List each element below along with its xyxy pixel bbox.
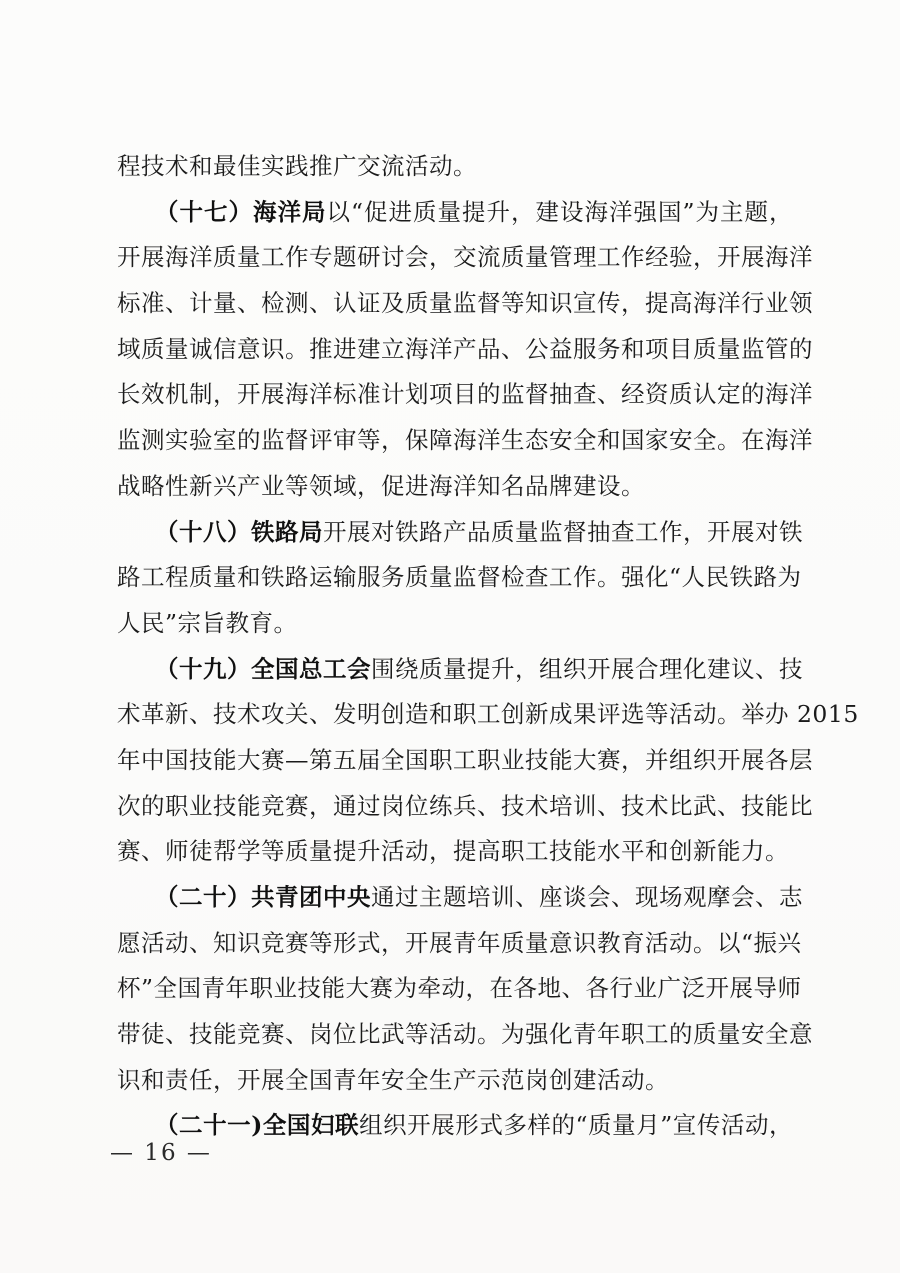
text-line <box>117 510 803 556</box>
text-line <box>117 1058 793 1104</box>
text-line <box>117 464 793 510</box>
page-number: — 16 — <box>110 1140 212 1166</box>
line-text: 开展海洋质量工作专题研讨会，交流质量管理工作经验，开展海洋 <box>117 243 813 272</box>
line-text: 围绕质量提升，组织开展合理化建议、技 <box>371 654 803 683</box>
line-text: 标准、计量、检测、认证及质量监督等知识宣传，提高海洋行业领 <box>117 289 813 318</box>
text-line <box>117 647 803 693</box>
paragraph-lead: （十七）海洋局 <box>155 197 327 226</box>
line-text: 开展对铁路产品质量监督抽查工作，开展对铁 <box>323 517 803 546</box>
line-text: 赛、师徒帮学等质量提升活动，提高职工技能水平和创新能力。 <box>117 837 789 866</box>
text-line <box>117 738 813 784</box>
text-line <box>117 875 803 921</box>
text-line <box>117 281 813 327</box>
text-line <box>117 921 802 967</box>
text-line <box>117 1103 793 1149</box>
line-text: 杯”全国青年职业技能大赛为牵动，在各地、各行业广泛开展导师 <box>117 974 802 1003</box>
paragraph-lead: （十八）铁路局 <box>155 517 323 546</box>
line-text: 带徒、技能竞赛、岗位比武等活动。为强化青年职工的质量安全意 <box>117 1020 813 1049</box>
line-text: 识和责任，开展全国青年安全生产示范岗创建活动。 <box>117 1065 669 1094</box>
line-text: 监测实验室的监督评审等，保障海洋生态安全和国家安全。在海洋 <box>117 426 813 455</box>
text-line <box>117 327 813 373</box>
line-text: 人民”宗旨教育。 <box>117 608 298 637</box>
document-text-block <box>117 144 859 1149</box>
line-text: 通过主题培训、座谈会、现场观摩会、志 <box>371 883 803 911</box>
text-line <box>117 235 813 281</box>
text-line <box>117 372 813 418</box>
paragraph-lead: （十九）全国总工会 <box>155 654 371 683</box>
text-line <box>117 144 793 190</box>
line-text: 路工程质量和铁路运输服务质量监督检查工作。强化“人民铁路为 <box>117 563 802 592</box>
line-text: 程技术和最佳实践推广交流活动。 <box>117 152 477 180</box>
line-text: 以“促进质量提升，建设海洋强国”为主题， <box>326 197 794 226</box>
text-line <box>117 784 813 830</box>
line-text: 长效机制，开展海洋标准计划项目的监督抽查、经资质认定的海洋 <box>117 380 813 409</box>
line-text: 域质量诚信意识。推进建立海洋产品、公益服务和项目质量监管的 <box>117 334 813 363</box>
text-line <box>117 1012 813 1058</box>
text-line <box>117 829 793 875</box>
line-text: 术革新、技术攻关、发明创造和职工创新成果评选等活动。举办 2015 <box>117 700 859 729</box>
paragraph-lead: （二十）共青团中央 <box>155 883 371 911</box>
line-text: 战略性新兴产业等领域，促进海洋知名品牌建设。 <box>117 471 645 500</box>
text-line <box>117 555 802 601</box>
line-text: 组织开展形式多样的“质量月”宣传活动， <box>359 1111 794 1140</box>
line-text: 愿活动、知识竞赛等形式，开展青年质量意识教育活动。以“振兴 <box>117 928 802 957</box>
text-line <box>117 692 859 738</box>
paragraph-lead: （二十一)全国妇联 <box>155 1111 360 1140</box>
text-line <box>117 966 802 1012</box>
text-line <box>117 601 793 647</box>
text-line <box>117 190 793 236</box>
line-text: 次的职业技能竞赛，通过岗位练兵、技术培训、技术比武、技能比 <box>117 791 813 820</box>
line-text: 年中国技能大赛—第五届全国职工职业技能大赛，并组织开展各层 <box>117 745 813 774</box>
text-line <box>117 418 813 464</box>
